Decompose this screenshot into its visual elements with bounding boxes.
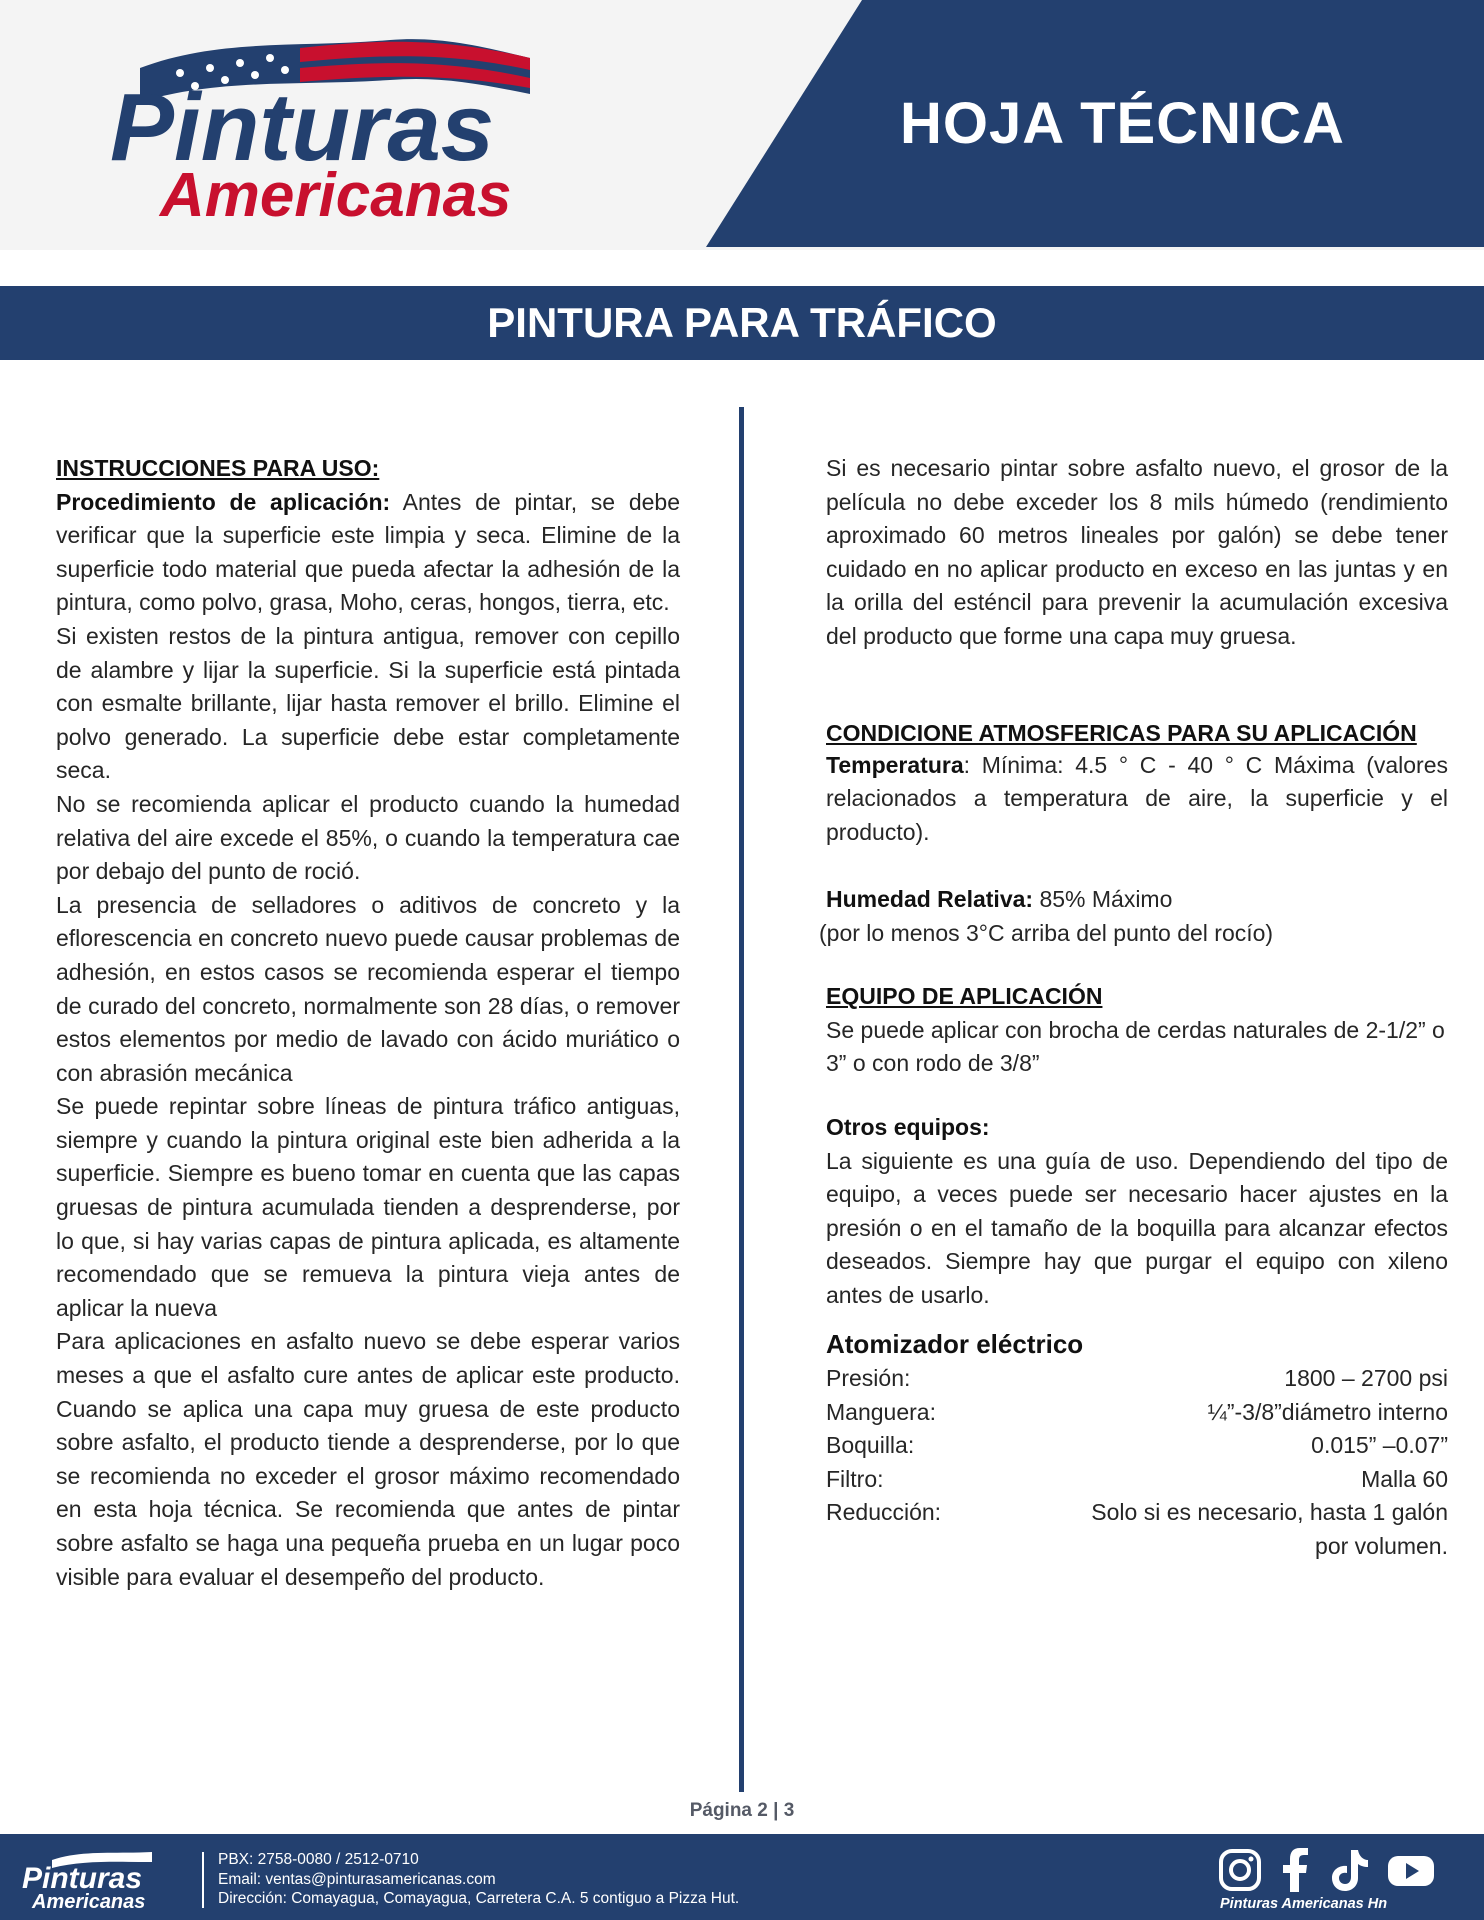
temperature-paragraph xyxy=(826,749,1448,850)
atmospheric-heading: CONDICIONE ATMOSFERICAS PARA SU APLICACIÓN xyxy=(826,719,1417,746)
humidity-line xyxy=(826,883,1448,917)
social-links xyxy=(1218,1848,1449,1892)
footer-separator xyxy=(202,1852,204,1908)
spec-value: Malla 60 xyxy=(1361,1465,1448,1492)
spec-row xyxy=(826,1362,1448,1396)
spec-value: 0.015” –0.07” xyxy=(1311,1432,1448,1459)
facebook-icon[interactable] xyxy=(1280,1848,1310,1897)
asphalt-thickness-paragraph: Si es necesario pintar sobre asfalto nuevo, el grosor de la película no debe exceder los 8 mils húmedo (rendimiento aproximado 60 metros lineales por galón) se debe tener cuidado en no aplicar producto en exceso en las juntas y en la orilla del esténcil para prevenir la acumulación excesiva del producto que forme una capa muy gruesa. xyxy=(826,455,1448,649)
equipment-text: Se puede aplicar con brocha de cerdas naturales de 2-1/2” o 3” o con rodo de 3/8” xyxy=(826,1016,1445,1077)
left-column xyxy=(56,452,680,1594)
tiktok-icon[interactable] xyxy=(1329,1848,1369,1897)
procedure-text: Antes de pintar, se debe verificar que la superficie este limpia y seca. Elimine de la superficie todo material que pueda afectar la adhesión de la pintura, como polvo, grasa, Moho, ceras, hongos, tierra, etc. xyxy=(56,488,680,616)
document-kind-heading: HOJA TÉCNICA xyxy=(900,91,1345,156)
temperature-text: : Mínima: 4.5 ° C - 40 ° C Máxima (valores relacionados a temperatura de aire, la superficie y el producto). xyxy=(826,751,1448,845)
instagram-icon[interactable] xyxy=(1218,1848,1262,1897)
footer-email: Email: ventas@pinturasamericanas.com xyxy=(218,1870,496,1888)
footer-brand-logo xyxy=(22,1848,192,1912)
humidity-value: 85% Máximo xyxy=(1033,885,1173,912)
procedure-label: Procedimiento de aplicación: xyxy=(56,488,391,515)
spec-label: Filtro: xyxy=(826,1465,884,1492)
spec-label: Boquilla: xyxy=(826,1432,915,1459)
footer-brand-line1: Pinturas xyxy=(22,1862,143,1895)
other-equipment-label: Otros equipos: xyxy=(826,1113,990,1140)
spec-label: Manguera: xyxy=(826,1398,936,1425)
spec-value-line1: Solo si es necesario, hasta 1 galón xyxy=(1091,1499,1448,1526)
footer-social-handle: Pinturas Americanas Hn xyxy=(1220,1896,1388,1912)
page-header xyxy=(0,0,1484,250)
spec-label: Presión: xyxy=(826,1365,911,1392)
footer-phone: PBX: 2758-0080 / 2512-0710 xyxy=(218,1851,419,1868)
humidity-note: (por lo menos 3°C arriba del punto del rocío) xyxy=(819,919,1274,946)
footer-contact xyxy=(218,1850,739,1909)
atomizer-specs-table xyxy=(826,1362,1448,1564)
spec-row xyxy=(826,1496,1448,1563)
asphalt-paragraph: Para aplicaciones en asfalto nuevo se debe esperar varios meses a que el asfalto cure antes de aplicar este producto. Cuando se aplica una capa muy gruesa de este producto sobre asfalto, el producto tiende a desprenderse, por lo que se recomienda no exceder el grosor máximo recomendado en esta hoja técnica. Se recomienda que antes de pintar sobre asfalto se haga una pequeña prueba en un lugar poco visible para evaluar el desempeño del producto. xyxy=(56,1328,680,1590)
title-band xyxy=(0,286,1484,360)
concrete-paragraph: La presencia de selladores o aditivos de concreto y la eflorescencia en concreto nuevo puede causar problemas de adhesión, en estos casos se recomienda esperar el tiempo de curado del concreto, normalmente son 28 días, o remover estos elementos por medio de lavado con ácido muriático o con abrasión mecánica xyxy=(56,891,680,1086)
old-paint-paragraph: Si existen restos de la pintura antigua, remover con cepillo de alambre y lijar la superficie. Si la superficie está pintada con esmalte brillante, lijar hasta remover el brillo. Elimine el polvo generado. La superficie debe estar completamente seca. xyxy=(56,622,680,784)
brand-name-line1: Pinturas xyxy=(110,74,495,181)
spec-value xyxy=(978,1496,1448,1563)
product-title: PINTURA PARA TRÁFICO xyxy=(487,299,997,346)
footer-brand-line2: Americanas xyxy=(32,1891,146,1912)
right-column xyxy=(819,452,1448,1564)
spec-row xyxy=(826,1396,1448,1430)
humidity-paragraph: No se recomienda aplicar el producto cuando la humedad relativa del aire excede el 85%, o cuando la temperatura cae por debajo del punto de roció. xyxy=(56,790,680,885)
brand-logo xyxy=(100,28,700,228)
page-footer xyxy=(0,1834,1484,1920)
page-number: Página 2 | 3 xyxy=(689,1800,795,1821)
spec-row xyxy=(826,1463,1448,1497)
temperature-label: Temperatura xyxy=(826,751,964,778)
youtube-icon[interactable] xyxy=(1387,1848,1435,1897)
instructions-heading: INSTRUCCIONES PARA USO: xyxy=(56,455,380,481)
footer-address: Dirección: Comayagua, Comayagua, Carretera C.A. 5 contiguo a Pizza Hut. xyxy=(218,1890,740,1907)
equipment-heading: EQUIPO DE APLICACIÓN xyxy=(826,983,1103,1010)
spec-row xyxy=(826,1429,1448,1463)
spec-value-line2: por volumen. xyxy=(1315,1533,1448,1560)
spec-value: ¼”-3/8”diámetro interno xyxy=(1207,1398,1448,1425)
column-divider xyxy=(739,407,744,1792)
atomizer-heading: Atomizador eléctrico xyxy=(826,1329,1084,1360)
other-equipment-text: La siguiente es una guía de uso. Dependiendo del tipo de equipo, a veces puede ser necesario hacer ajustes en la presión o en el tamaño de la boquilla para alcanzar efectos deseados. Siempre hay que purgar el equipo con xileno antes de usarlo. xyxy=(826,1147,1448,1308)
humidity-label: Humedad Relativa: xyxy=(826,885,1034,912)
brand-name-line2: Americanas xyxy=(160,161,512,228)
repaint-paragraph: Se puede repintar sobre líneas de pintura tráfico antiguas, siempre y cuando la pintura original este bien adherida a la superficie. Siempre es bueno tomar en cuenta que las capas gruesas de pintura acumulada tienden a desprenderse, por lo que, si hay varias capas de pintura aplicada, es altamente recomendado que se remueva la pintura vieja antes de aplicar la nueva xyxy=(56,1093,680,1321)
spec-label: Reducción: xyxy=(826,1499,942,1526)
procedure-paragraph xyxy=(56,486,680,620)
spec-value: 1800 – 2700 psi xyxy=(1284,1365,1448,1392)
